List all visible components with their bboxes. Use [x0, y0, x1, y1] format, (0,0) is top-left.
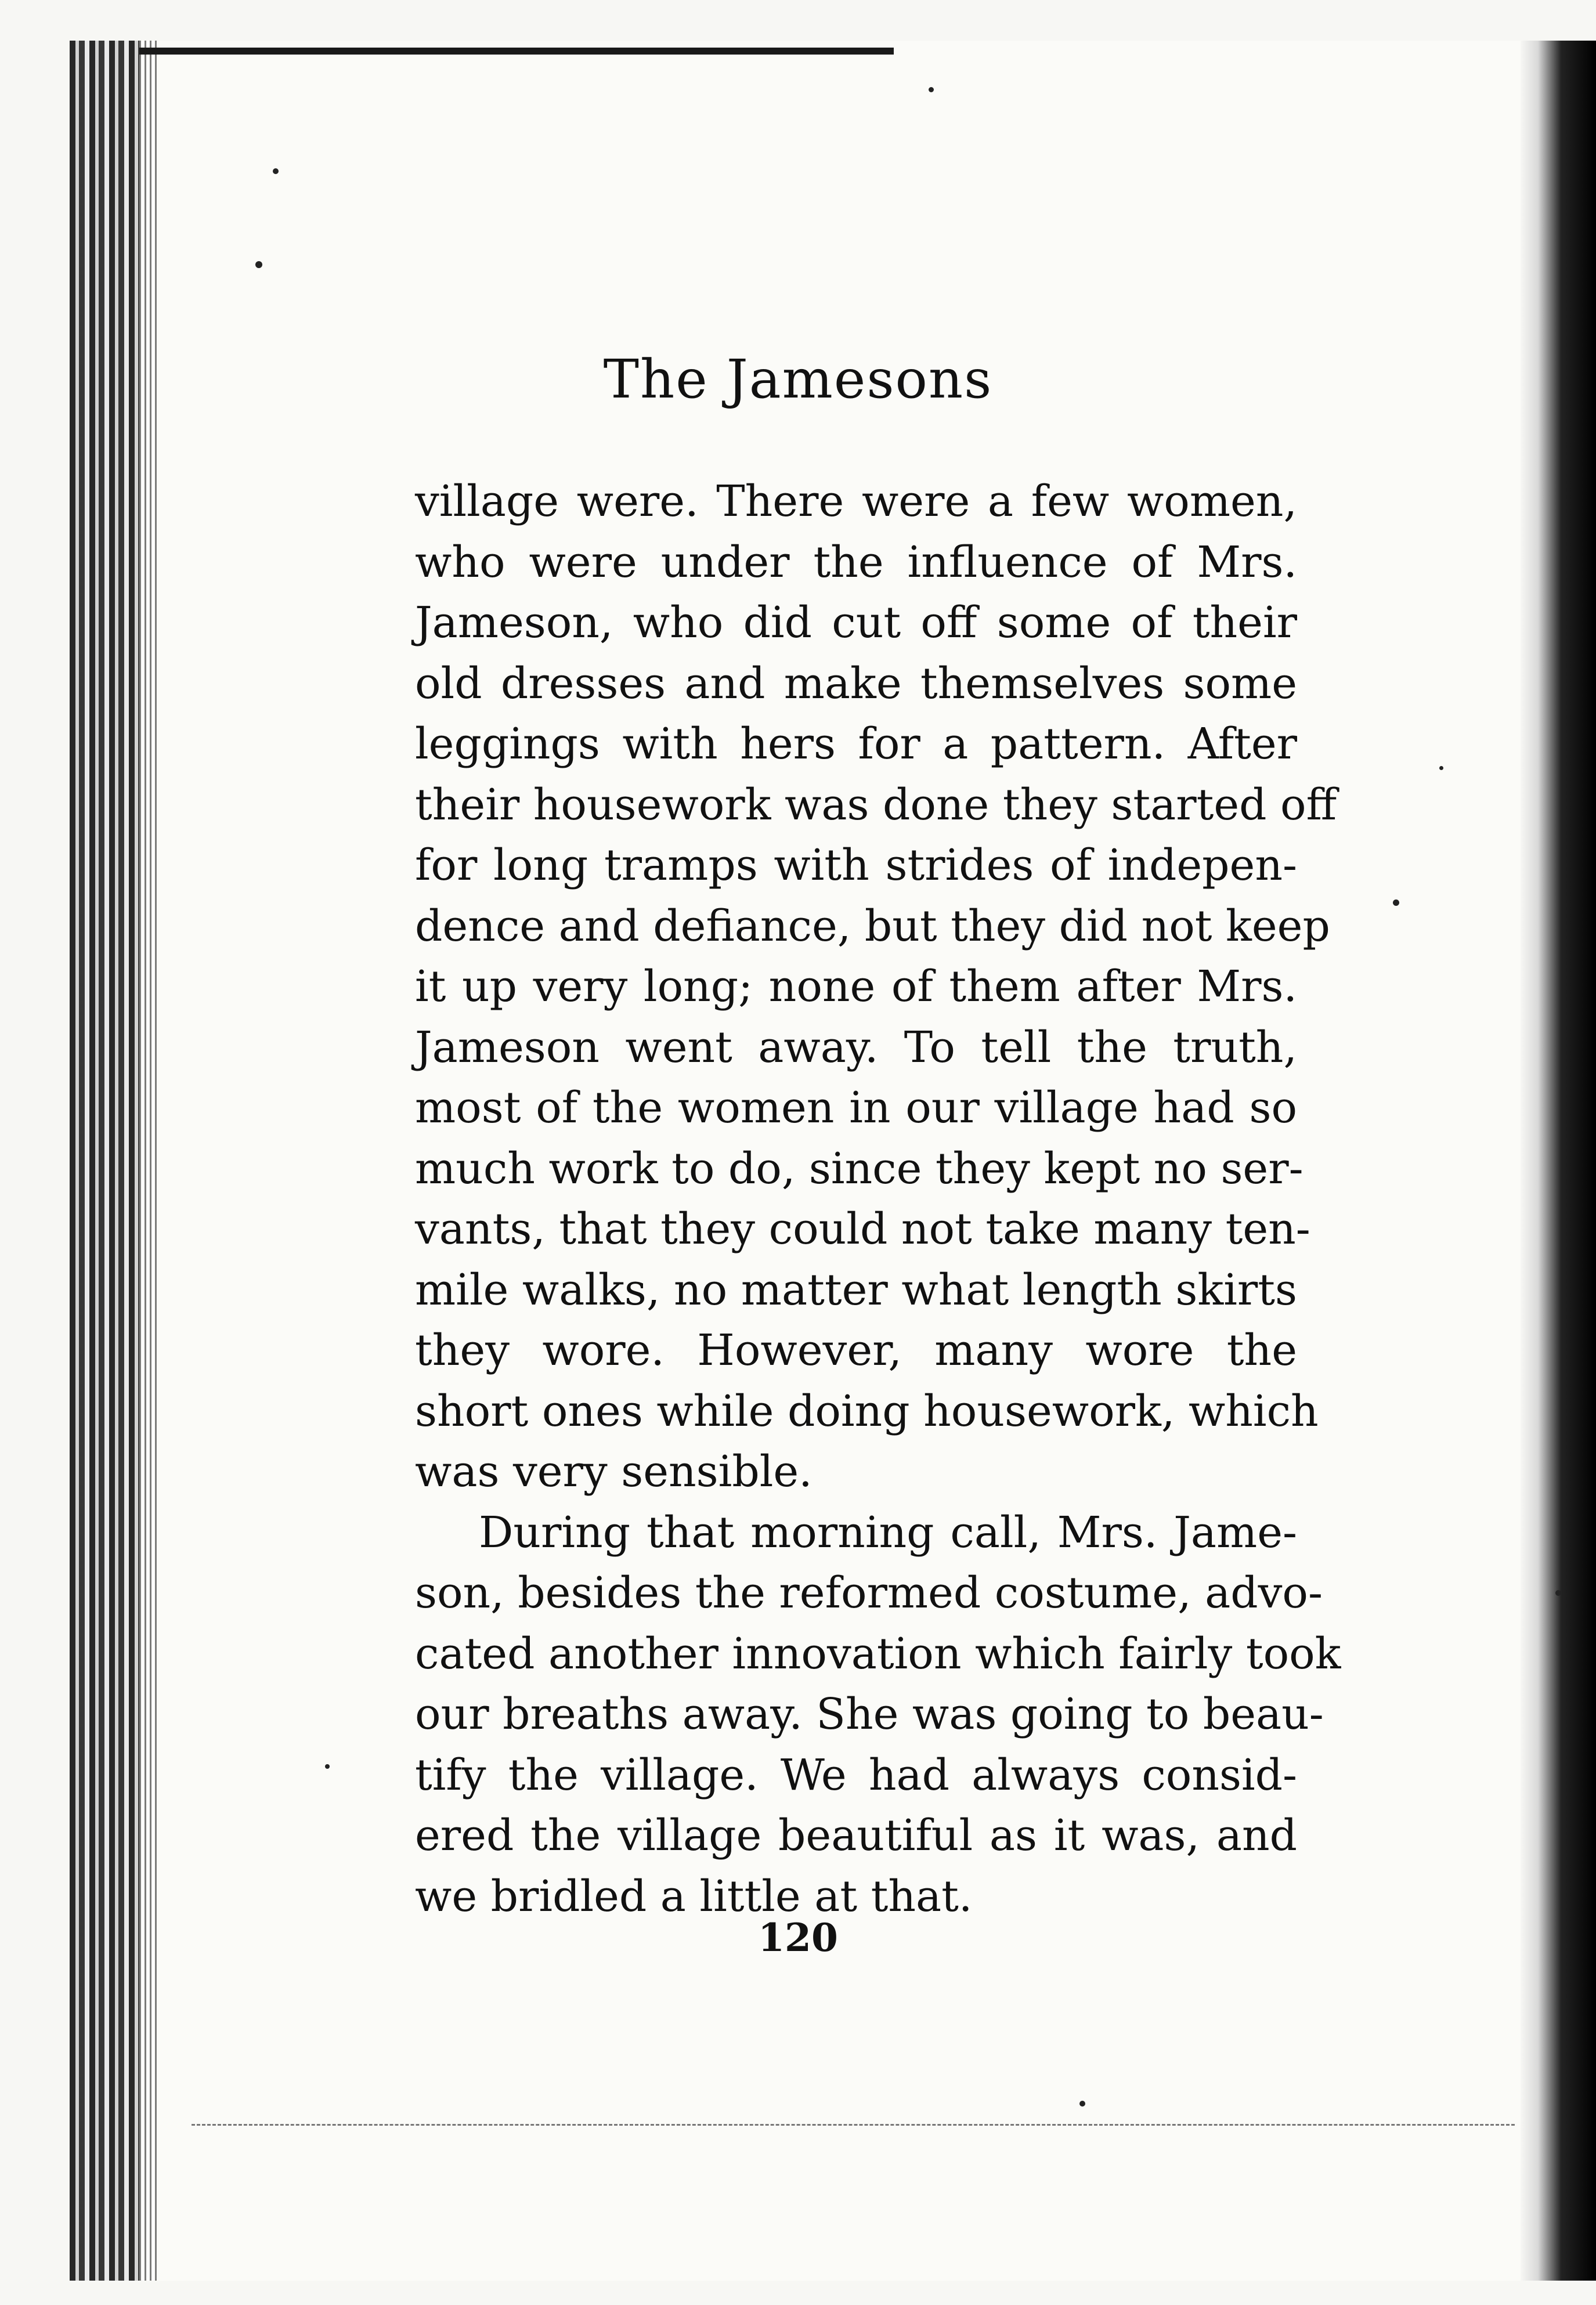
scan-speck: [929, 87, 934, 92]
scan-bottom-edge: [192, 2124, 1515, 2126]
page-number: 120: [758, 1915, 838, 1960]
scan-speck: [1393, 899, 1399, 906]
text-line: old dresses and make themselves some: [415, 658, 1297, 709]
text-line: short ones while doing housework, which: [415, 1386, 1319, 1436]
scan-speck: [325, 1764, 330, 1769]
text-line: dence and defiance, but they did not keep: [415, 901, 1330, 951]
paragraph-1: [415, 471, 1337, 1502]
text-line: who were under the influence of Mrs.: [415, 537, 1297, 587]
text-line: During that morning call, Mrs. Jame-: [479, 1507, 1297, 1558]
text-line: their housework was done they started off: [415, 779, 1337, 830]
text-line: most of the women in our village had so: [415, 1083, 1297, 1133]
text-line: our breaths away. She was going to beau-: [415, 1689, 1324, 1739]
text-line: vants, that they could not take many ten-: [415, 1204, 1310, 1254]
scan-speck: [255, 261, 262, 268]
text-line: was very sensible.: [415, 1447, 813, 1497]
text-line: much work to do, since they kept no ser-: [415, 1143, 1303, 1194]
text-line: mile walks, no matter what length skirts: [415, 1265, 1297, 1315]
text-line: leggings with hers for a pattern. After: [415, 719, 1297, 769]
text-line: village were. There were a few women,: [415, 476, 1297, 526]
text-line: son, besides the reformed costume, advo-: [415, 1568, 1323, 1618]
text-line: tify the village. We had always consid-: [415, 1750, 1297, 1800]
scan-speck: [1079, 2101, 1085, 2107]
text-line: cated another innovation which fairly took: [415, 1628, 1341, 1679]
text-line: Jameson, who did cut off some of their: [415, 598, 1297, 648]
scan-speck: [1555, 1590, 1561, 1596]
scan-top-edge: [139, 48, 894, 55]
text-line: Jameson went away. To tell the truth,: [415, 1022, 1297, 1072]
text-line: they wore. However, many wore the: [415, 1325, 1297, 1375]
body-text: [415, 471, 1341, 1927]
paragraph-2: [415, 1502, 1341, 1927]
text-line: we bridled a little at that.: [415, 1871, 973, 1921]
running-head: The Jamesons: [603, 348, 993, 410]
scan-speck: [1439, 766, 1443, 770]
text-line: it up very long; none of them after Mrs.: [415, 962, 1297, 1011]
scan-speck: [273, 168, 279, 174]
text-line: for long tramps with strides of indepen-: [415, 840, 1297, 890]
text-line: ered the village beautiful as it was, and: [415, 1811, 1297, 1860]
